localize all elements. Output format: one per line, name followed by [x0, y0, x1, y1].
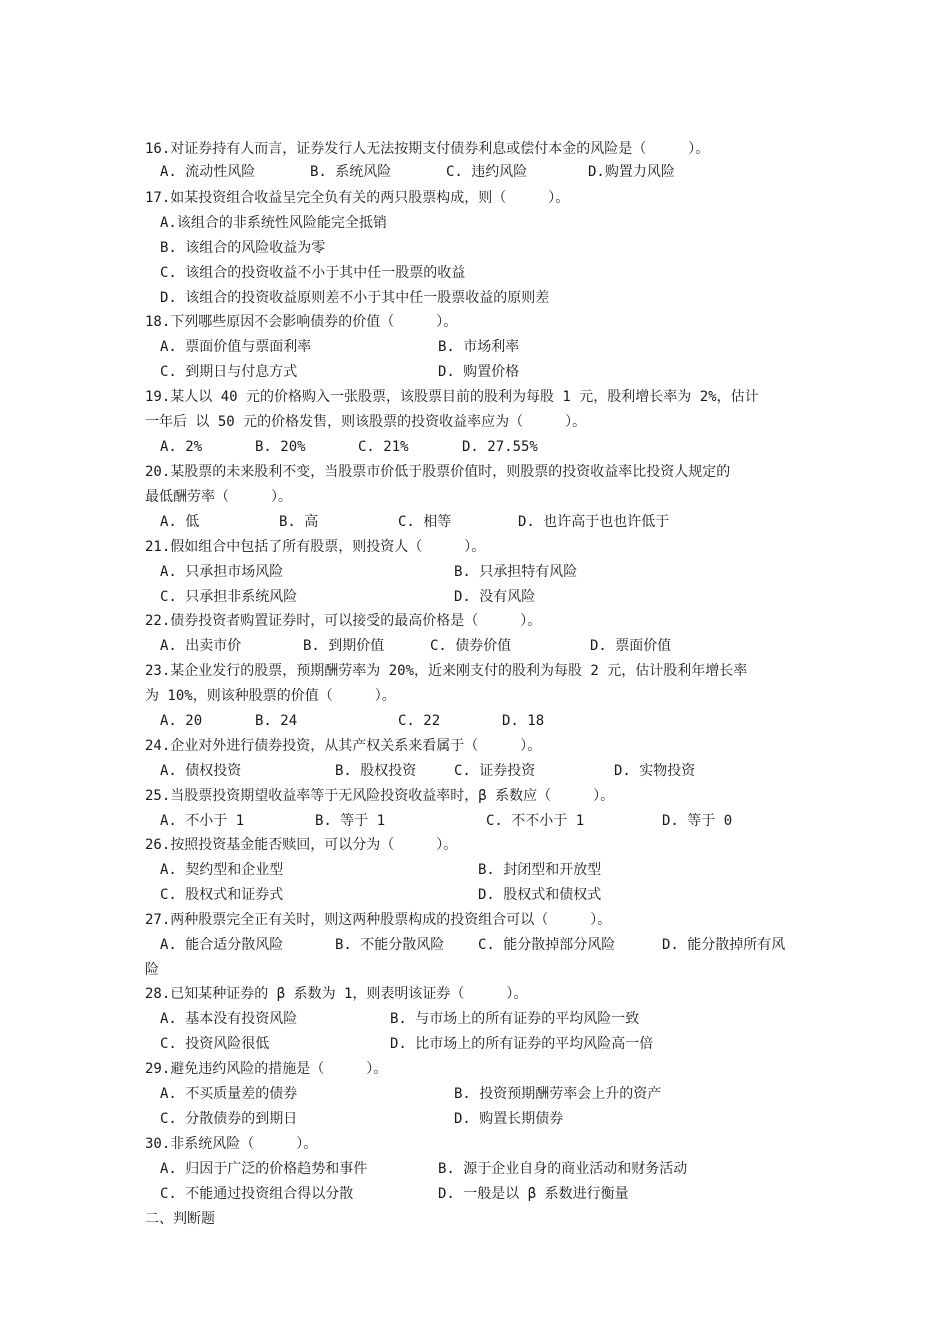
- question-27-option-d: D. 能分散掉所有风: [662, 937, 786, 953]
- question-20-option-a: A. 低: [160, 514, 200, 530]
- question-27-option-e: 险: [145, 962, 159, 978]
- question-21-stem: 21.假如组合中包括了所有股票，则投资人（ ）。: [145, 539, 486, 555]
- question-20-option-b: B. 高: [279, 514, 319, 530]
- question-21-option-b: B. 只承担特有风险: [454, 564, 578, 580]
- question-22-option-d: D. 票面价值: [590, 638, 672, 654]
- question-26-option-b: B. 封闭型和开放型: [478, 862, 602, 878]
- question-17-stem: 17.如某投资组合收益呈完全负有关的两只股票构成，则（ ）。: [145, 190, 570, 206]
- question-28-option-a: A. 基本没有投资风险: [160, 1011, 298, 1027]
- question-20-option-d: D. 也许高于也也许低于: [518, 514, 670, 530]
- question-25-stem: 25.当股票投资期望收益率等于无风险投资收益率时，β 系数应（ ）。: [145, 788, 615, 804]
- question-23-option-d: D. 18: [502, 713, 545, 729]
- question-25-option-b: B. 等于 1: [315, 813, 386, 829]
- question-29-stem: 29.避免违约风险的措施是（ ）。: [145, 1061, 388, 1077]
- question-25-option-c: C. 不不小于 1: [486, 813, 585, 829]
- question-18-option-c: C. 到期日与付息方式: [160, 364, 298, 380]
- question-30-option-b: B. 源于企业自身的商业活动和财务活动: [438, 1161, 688, 1177]
- question-28-option-b: B. 与市场上的所有证券的平均风险一致: [390, 1011, 640, 1027]
- question-21-option-d: D. 没有风险: [454, 589, 536, 605]
- question-29-option-c: C. 分散债券的到期日: [160, 1111, 298, 1127]
- question-21-option-c: C. 只承担非系统风险: [160, 589, 298, 605]
- question-24-stem: 24.企业对外进行债券投资，从其产权关系来看属于（ ）。: [145, 738, 542, 754]
- question-29-option-d: D. 购置长期债券: [454, 1111, 564, 1127]
- question-23-stem-line2: 为 10%，则该种股票的价值（ ）。: [145, 688, 396, 704]
- question-26-option-a: A. 契约型和企业型: [160, 862, 284, 878]
- question-26-option-d: D. 股权式和债权式: [478, 887, 602, 903]
- question-23-option-b: B. 24: [255, 713, 298, 729]
- question-20-stem-line2: 最低酬劳率（ ）。: [145, 489, 292, 505]
- question-16-option-d: D.购置力风险: [588, 164, 675, 180]
- question-27-option-c: C. 能分散掉部分风险: [478, 937, 616, 953]
- question-18-option-d: D. 购置价格: [438, 364, 520, 380]
- question-30-stem: 30.非系统风险（ ）。: [145, 1136, 318, 1152]
- question-30-option-a: A. 归因于广泛的价格趋势和事件: [160, 1161, 368, 1177]
- question-22-option-a: A. 出卖市价: [160, 638, 242, 654]
- question-20-option-c: C. 相等: [398, 514, 452, 530]
- question-18-option-b: B. 市场利率: [438, 339, 520, 355]
- question-16-stem: 16.对证券持有人而言，证券发行人无法按期支付债券利息或偿付本金的风险是（ ）。: [145, 141, 710, 157]
- question-28-option-c: C. 投资风险很低: [160, 1036, 270, 1052]
- question-19-stem: 19.某人以 40 元的价格购入一张股票，该股票目前的股利为每股 1 元，股利增长率为 2%，估计: [145, 389, 759, 405]
- question-21-option-a: A. 只承担市场风险: [160, 564, 284, 580]
- question-17-option-a: A.该组合的非系统性风险能完全抵销: [160, 215, 387, 231]
- question-23-option-a: A. 20: [160, 713, 203, 729]
- question-22-option-c: C. 债券价值: [430, 638, 512, 654]
- question-23-option-c: C. 22: [398, 713, 441, 729]
- question-26-stem: 26.按照投资基金能否赎回，可以分为（ ）。: [145, 837, 458, 853]
- question-29-option-a: A. 不买质量差的债券: [160, 1086, 298, 1102]
- question-22-option-b: B. 到期价值: [303, 638, 385, 654]
- question-16-option-b: B. 系统风险: [310, 164, 392, 180]
- question-27-option-b: B. 不能分散风险: [335, 937, 445, 953]
- question-30-option-c: C. 不能通过投资组合得以分散: [160, 1186, 354, 1202]
- question-17-option-d: D. 该组合的投资收益原则差不小于其中任一股票收益的原则差: [160, 290, 550, 306]
- question-27-stem: 27.两种股票完全正有关时，则这两种股票构成的投资组合可以（ ）。: [145, 912, 612, 928]
- section-title: 二、判断题: [145, 1211, 215, 1227]
- question-25-option-d: D. 等于 0: [662, 813, 733, 829]
- question-19-option-b: B. 20%: [255, 439, 306, 455]
- question-19-option-c: C. 21%: [358, 439, 409, 455]
- question-19-option-a: A. 2%: [160, 439, 203, 455]
- question-25-option-a: A. 不小于 1: [160, 813, 245, 829]
- question-30-option-d: D. 一般是以 β 系数进行衡量: [438, 1186, 629, 1202]
- question-18-stem: 18.下列哪些原因不会影响债券的价值（ ）。: [145, 314, 458, 330]
- question-22-stem: 22.债券投资者购置证券时，可以接受的最高价格是（ ）。: [145, 613, 542, 629]
- question-24-option-a: A. 债权投资: [160, 763, 242, 779]
- question-17-option-c: C. 该组合的投资收益不小于其中任一股票的收益: [160, 265, 466, 281]
- question-24-option-b: B. 股权投资: [335, 763, 417, 779]
- question-18-option-a: A. 票面价值与票面利率: [160, 339, 312, 355]
- question-16-option-c: C. 违约风险: [446, 164, 528, 180]
- question-28-stem: 28.已知某种证券的 β 系数为 1，则表明该证券（ ）。: [145, 986, 528, 1002]
- question-20-stem: 20.某股票的未来股利不变，当股票市价低于股票价值时，则股票的投资收益率比投资人规定的: [145, 464, 731, 480]
- question-19-stem-line2: 一年后 以 50 元的价格发售，则该股票的投资收益率应为（ ）。: [145, 414, 587, 430]
- question-28-option-d: D. 比市场上的所有证券的平均风险高一倍: [390, 1036, 654, 1052]
- question-16-option-a: A. 流动性风险: [160, 164, 256, 180]
- question-19-option-d: D. 27.55%: [462, 439, 538, 455]
- question-29-option-b: B. 投资预期酬劳率会上升的资产: [454, 1086, 662, 1102]
- question-24-option-d: D. 实物投资: [614, 763, 696, 779]
- question-17-option-b: B. 该组合的风险收益为零: [160, 240, 326, 256]
- question-23-stem: 23.某企业发行的股票，预期酬劳率为 20%，近来刚支付的股利为每股 2 元，估计股利年增长率: [145, 663, 748, 679]
- question-26-option-c: C. 股权式和证券式: [160, 887, 284, 903]
- question-24-option-c: C. 证券投资: [454, 763, 536, 779]
- question-27-option-a: A. 能合适分散风险: [160, 937, 284, 953]
